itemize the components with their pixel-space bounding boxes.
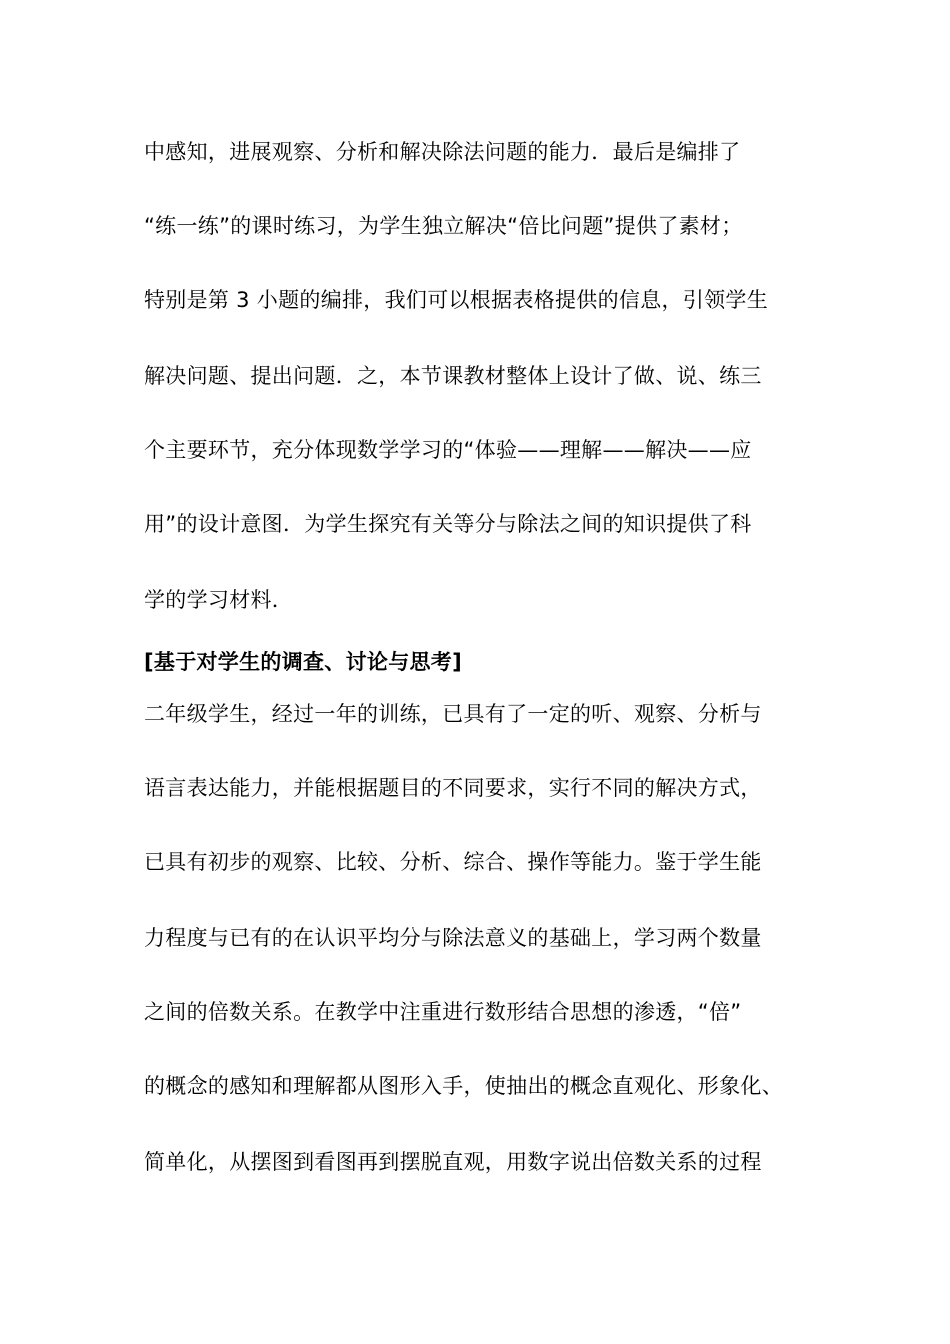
paragraph-line: 个主要环节，充分体现数学学习的“体验——理解——解决——应 [144, 438, 752, 462]
paragraph-line: 力程度与已有的在认识平均分与除法意义的基础上，学习两个数量 [144, 926, 762, 950]
paragraph-line: 用”的设计意图．为学生探究有关等分与除法之间的知识提供了科 [144, 512, 752, 536]
paragraph-line: 特别是第 3 小题的编排，我们可以根据表格提供的信息，引领学生 [144, 288, 769, 312]
paragraph-line: 中感知，进展观察、分析和解决除法问题的能力．最后是编排了 [144, 140, 741, 164]
paragraph-line: 二年级学生，经过一年的训练，已具有了一定的听、观察、分析与 [144, 702, 762, 726]
paragraph-line: 简单化，从摆图到看图再到摆脱直观，用数字说出倍数关系的过程 [144, 1150, 762, 1174]
paragraph-line: 解决问题、提出问题．之，本节课教材整体上设计了做、说、练三 [144, 364, 762, 388]
paragraph-line: 之间的倍数关系。在教学中注重进行数形结合思想的渗透，“倍” [144, 1000, 742, 1024]
paragraph-line: 已具有初步的观察、比较、分析、综合、操作等能力。鉴于学生能 [144, 850, 762, 874]
paragraph-line: “练一练”的课时练习，为学生独立解决“倍比问题”提供了素材； [144, 214, 743, 238]
paragraph-line: 学的学习材料． [144, 588, 294, 612]
paragraph-line: 语言表达能力，并能根据题目的不同要求，实行不同的解决方式， [144, 776, 762, 800]
section-heading: [基于对学生的调查、讨论与思考] [144, 650, 462, 674]
paragraph-line: 的概念的感知和理解都从图形入手，使抽出的概念直观化、形象化、 [144, 1074, 783, 1098]
